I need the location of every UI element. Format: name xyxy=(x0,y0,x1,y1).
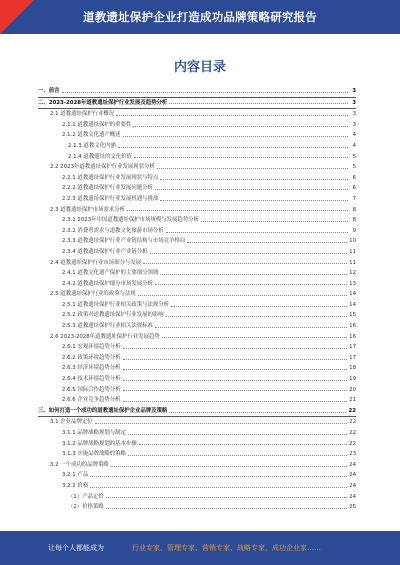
toc-entry-title: 2.5 道教遗址保护行业的政策与法规 xyxy=(50,291,136,298)
toc-leader-dots xyxy=(201,221,348,222)
toc-entry[interactable] xyxy=(38,268,356,279)
toc-entry-title: 2.4 道教遗址保护行业市场细分与发展 xyxy=(50,259,142,266)
toc-entry-page: 24 xyxy=(349,493,356,500)
toc-entry-page: 24 xyxy=(349,472,356,479)
toc-entry-title: 2.6.3 经济环境趋势分析 xyxy=(62,365,121,372)
toc-leader-dots xyxy=(166,316,347,317)
toc-entry-page: 25 xyxy=(349,504,356,511)
toc-entry[interactable] xyxy=(38,173,356,184)
toc-entry[interactable] xyxy=(38,321,356,332)
toc-leader-dots xyxy=(155,189,348,190)
report-title: 道教遗址保护企业打造成功品牌策略研究报告 xyxy=(83,10,317,24)
toc-entry-title: 2.5.2 政策对道教遗址保护行业发展的影响 xyxy=(62,312,164,319)
toc-entry[interactable] xyxy=(38,353,356,364)
toc-entry-page: 8 xyxy=(352,217,356,224)
toc-entry-page: 23 xyxy=(349,451,356,458)
toc-leader-dots xyxy=(123,401,348,402)
toc-leader-dots xyxy=(133,126,348,127)
toc-entry-title: 2.4.1 道教文化遗产保护的主要细分领域 xyxy=(62,270,159,277)
toc-entry-page: 11 xyxy=(349,259,356,266)
toc-entry[interactable] xyxy=(38,406,356,418)
toc-entry[interactable] xyxy=(38,363,356,374)
toc-entry[interactable] xyxy=(38,492,356,503)
toc-entry-title: （1）产品定价 xyxy=(68,493,104,500)
toc-leader-dots xyxy=(123,369,348,370)
toc-entry-title: 2.5.3 道教遗址保护行业相关法规标准 xyxy=(62,323,153,330)
toc-entry-page: 6 xyxy=(352,174,356,181)
toc-entry[interactable] xyxy=(38,109,356,120)
toc-leader-dots xyxy=(162,337,347,338)
toc-entry[interactable] xyxy=(38,226,356,237)
toc-leader-dots xyxy=(134,157,348,158)
toc-leader-dots xyxy=(187,242,347,243)
toc-entry-page: 6 xyxy=(352,185,356,192)
toc-entry-page: 13 xyxy=(349,280,356,287)
toc-entry-title: （2）价格策略 xyxy=(68,504,104,511)
toc-entry[interactable] xyxy=(38,236,356,247)
table-of-contents xyxy=(38,86,356,513)
toc-entry[interactable] xyxy=(38,395,356,406)
toc-leader-dots xyxy=(127,210,348,211)
toc-entry[interactable] xyxy=(38,470,356,481)
toc-entry-title: 3.1.3 实施品牌战略的策略 xyxy=(62,451,126,458)
toc-entry-title: 2.1.3 道教文化内涵 xyxy=(68,142,116,149)
toc-entry-title: 3.1.1 品牌战略规划与制定 xyxy=(62,430,126,436)
toc-entry-title: 2.6.1 宏观环境趋势分析 xyxy=(62,344,121,351)
toc-leader-dots xyxy=(123,136,348,137)
toc-entry-title: 2.6.5 国际合作趋势分析 xyxy=(62,386,121,393)
toc-entry[interactable] xyxy=(38,247,356,258)
toc-entry-page: 15 xyxy=(349,312,356,319)
toc-leader-dots xyxy=(139,444,347,445)
toc-entry-title: 2.3.1 2023年中国道教遗址保护市场规模与发展趋势分析 xyxy=(62,217,199,224)
toc-entry[interactable] xyxy=(38,183,356,194)
toc-entry-page: 3 xyxy=(352,88,356,94)
toc-entry-page: 14 xyxy=(349,291,356,298)
toc-entry[interactable] xyxy=(38,332,356,343)
toc-heading: 内容目录 xyxy=(173,60,226,75)
toc-entry[interactable] xyxy=(38,417,356,428)
toc-entry-title: 2.5.1 道教遗址保护行业相关政策与法规分析 xyxy=(62,301,170,308)
toc-entry[interactable] xyxy=(38,481,356,492)
toc-entry[interactable] xyxy=(38,449,356,460)
toc-entry-page: 3 xyxy=(352,99,356,106)
toc-leader-dots xyxy=(90,476,347,477)
toc-entry-title: 2.1.1 道教遗址保护的重要性 xyxy=(62,121,132,128)
toc-entry-title: 2.6.6 企业竞争趋势分析 xyxy=(62,397,121,404)
footer-banner xyxy=(0,531,400,565)
toc-entry[interactable] xyxy=(38,162,356,173)
toc-entry[interactable] xyxy=(38,300,356,311)
toc-entry-page: 17 xyxy=(349,354,356,361)
toc-entry-page: 16 xyxy=(349,333,356,340)
toc-entry-page: 4 xyxy=(352,142,356,149)
toc-entry-title: 3.2 一个成功的品牌策略 xyxy=(50,461,109,468)
toc-entry[interactable] xyxy=(38,215,356,226)
toc-leader-dots xyxy=(160,200,348,201)
header-banner xyxy=(0,0,400,34)
toc-entry[interactable] xyxy=(38,428,356,439)
toc-leader-dots xyxy=(123,348,348,349)
toc-entry-page: 5 xyxy=(352,153,356,160)
toc-entry-page: 14 xyxy=(349,301,356,308)
toc-entry-page: 11 xyxy=(349,248,356,255)
toc-leader-dots xyxy=(95,423,348,424)
toc-entry-title: 2.1.4 道教遗址的文化价值 xyxy=(68,153,132,160)
toc-leader-dots xyxy=(123,380,348,381)
toc-leader-dots xyxy=(111,466,347,467)
toc-leader-dots xyxy=(169,103,348,104)
toc-leader-dots xyxy=(155,327,347,328)
toc-entry-page: 16 xyxy=(349,323,356,330)
toc-entry[interactable] xyxy=(38,289,356,300)
toc-leader-dots xyxy=(166,232,348,233)
toc-entry-title: 2.3 道教遗址保护市场需求分析 xyxy=(50,206,125,213)
toc-leader-dots xyxy=(90,487,347,488)
toc-leader-dots xyxy=(128,455,347,456)
toc-entry-title: 二、2023-2028年道教遗址保护行业发展及趋势分析 xyxy=(38,99,168,106)
toc-leader-dots xyxy=(106,508,347,509)
toc-entry-title: 2.4.2 道教遗址保护细分市场发展分析 xyxy=(62,280,153,287)
toc-entry-title: 3.2.1 产品 xyxy=(62,472,89,479)
toc-entry-title: 3.1 企业品牌定位 xyxy=(50,419,93,426)
toc-entry-title: 2.6.4 技术环境趋势分析 xyxy=(62,376,121,383)
toc-entry-page: 22 xyxy=(349,430,356,436)
toc-entry-page: 18 xyxy=(349,365,356,372)
toc-leader-dots xyxy=(123,359,348,360)
toc-leader-dots xyxy=(143,263,347,264)
toc-entry[interactable] xyxy=(38,310,356,321)
toc-leader-dots xyxy=(62,92,348,93)
toc-leader-dots xyxy=(128,434,347,435)
toc-entry-title: 3.2.2 价格 xyxy=(62,482,89,489)
toc-entry-page: 20 xyxy=(349,386,356,393)
toc-entry-page: 22 xyxy=(349,419,356,426)
toc-leader-dots xyxy=(171,306,347,307)
toc-entry-page: 3 xyxy=(352,111,356,118)
toc-entry-title: 2.2 2023年道教遗址保护行业发展现状分析 xyxy=(50,164,155,171)
toc-entry-page: 22 xyxy=(348,407,356,414)
toc-entry[interactable] xyxy=(38,342,356,353)
toc-entry[interactable] xyxy=(38,130,356,141)
toc-entry[interactable] xyxy=(38,120,356,131)
toc-entry[interactable] xyxy=(38,439,356,450)
toc-entry-title: 2.1 道教遗址保护行业概况 xyxy=(50,111,115,118)
toc-entry-page: 8 xyxy=(352,206,356,213)
toc-entry[interactable] xyxy=(38,385,356,396)
toc-leader-dots xyxy=(169,412,346,413)
toc-leader-dots xyxy=(116,115,348,116)
toc-entry-title: 2.3.4 道教遗址保护行业产业链分析 xyxy=(62,248,148,255)
toc-leader-dots xyxy=(106,497,347,498)
toc-entry-title: 2.2.1 道教遗址保护行业发展现状与特点 xyxy=(62,174,159,181)
toc-entry-page: 21 xyxy=(349,397,356,404)
toc-entry[interactable] xyxy=(38,194,356,205)
toc-entry-page: 17 xyxy=(349,344,356,351)
toc-entry-page: 22 xyxy=(349,440,356,447)
toc-leader-dots xyxy=(157,168,348,169)
toc-entry-page: 24 xyxy=(349,461,356,468)
toc-leader-dots xyxy=(118,147,348,148)
toc-entry[interactable] xyxy=(38,502,356,513)
toc-entry-page: 19 xyxy=(349,376,356,383)
toc-entry-title: 2.2.2 道教遗址保护行业发展问题分析 xyxy=(62,185,153,192)
toc-entry[interactable] xyxy=(38,86,356,98)
toc-leader-dots xyxy=(160,274,347,275)
toc-entry-page: 9 xyxy=(352,227,356,234)
toc-entry-title: 一、前言 xyxy=(38,88,60,94)
toc-entry[interactable] xyxy=(38,205,356,216)
toc-entry-page: 7 xyxy=(352,195,356,202)
toc-entry-title: 3.1.2 品牌战略规划的基本步骤 xyxy=(62,440,137,447)
toc-entry-page: 10 xyxy=(349,238,356,245)
toc-entry[interactable] xyxy=(38,258,356,269)
toc-entry[interactable] xyxy=(38,152,356,163)
toc-leader-dots xyxy=(150,253,348,254)
footer-slogan-right: 行业专家、管理专家、营销专家、战略专家、成功企业家…… xyxy=(132,544,321,552)
toc-entry[interactable] xyxy=(38,460,356,471)
toc-leader-dots xyxy=(138,295,347,296)
toc-entry-page: 3 xyxy=(352,121,356,128)
toc-entry[interactable] xyxy=(38,279,356,290)
toc-entry-page: 12 xyxy=(349,270,356,277)
toc-entry-title: 2.6 2023-2028年道教遗址保护行业发展趋势 xyxy=(50,333,160,340)
toc-leader-dots xyxy=(123,390,348,391)
toc-entry[interactable] xyxy=(38,98,356,110)
toc-entry-title: 2.6.2 政策环境趋势分析 xyxy=(62,354,121,361)
toc-entry-title: 2.3.3 道教遗址保护行业产业链结构与市场竞争格局 xyxy=(62,238,186,245)
toc-entry-title: 2.2.3 道教遗址保护行业发展机遇与挑战 xyxy=(62,195,159,202)
toc-entry[interactable] xyxy=(38,374,356,385)
toc-entry-title: 三、如何打造一个成功的道教遗址保护企业品牌及策略 xyxy=(38,407,168,414)
toc-leader-dots xyxy=(160,179,348,180)
toc-entry-page: 4 xyxy=(352,132,356,139)
footer-slogan-left: 让每个人都能成为 xyxy=(48,544,104,552)
toc-entry-page: 24 xyxy=(349,482,356,489)
toc-entry[interactable] xyxy=(38,141,356,152)
toc-entry-page: 5 xyxy=(352,164,356,171)
toc-entry-title: 2.3.2 消费者需求与道教文化旅游市场分析 xyxy=(62,227,164,234)
toc-entry-title: 2.1.2 道教文化遗产概述 xyxy=(62,132,121,139)
toc-leader-dots xyxy=(155,284,347,285)
